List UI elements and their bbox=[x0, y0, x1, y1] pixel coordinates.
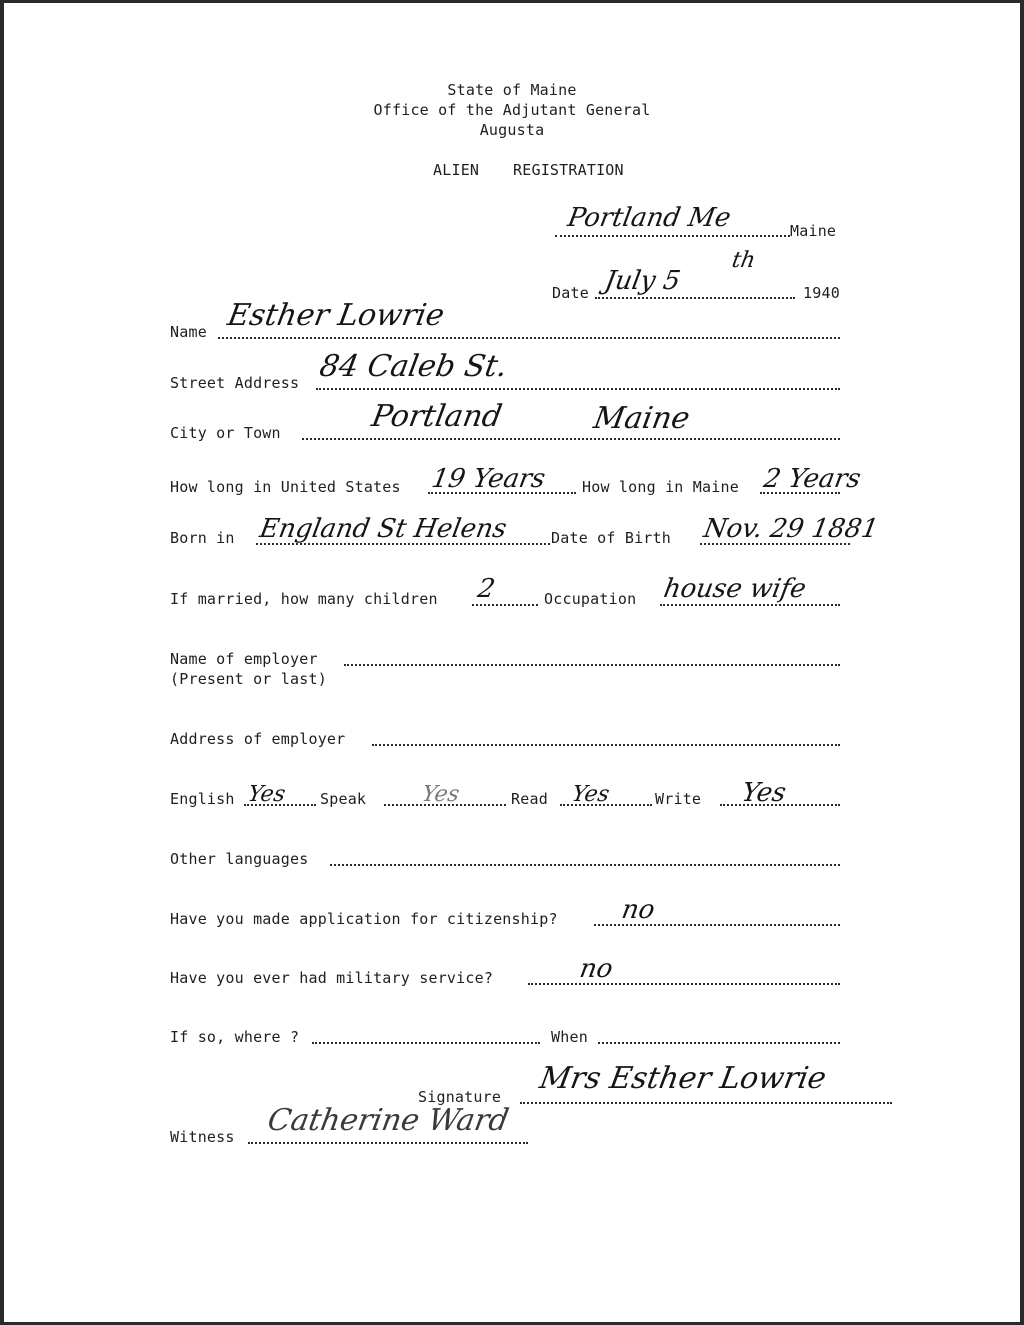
read-value: Yes bbox=[569, 782, 612, 807]
dob-label: Date of Birth bbox=[551, 529, 671, 547]
name-value: Esther Lowrie bbox=[225, 298, 447, 333]
english-label: English bbox=[170, 790, 235, 808]
military-label: Have you ever had military service? bbox=[170, 969, 494, 987]
how-long-me-value: 2 Years bbox=[761, 464, 864, 494]
dob-value: Nov. 29 1881 bbox=[701, 514, 881, 544]
where-dotted-line bbox=[312, 1042, 540, 1044]
born-in-value: England St Helens bbox=[257, 514, 509, 544]
name-dotted-line bbox=[218, 337, 840, 339]
witness-label: Witness bbox=[170, 1128, 235, 1146]
citizenship-label: Have you made application for citizenship? bbox=[170, 910, 558, 928]
signature-dotted-line bbox=[520, 1102, 892, 1104]
employer-address-dotted-line bbox=[372, 744, 840, 746]
military-dotted-line bbox=[528, 983, 840, 985]
title-registration: REGISTRATION bbox=[513, 161, 624, 179]
military-value: no bbox=[577, 954, 616, 984]
place-dotted-line bbox=[555, 235, 790, 237]
city-value: Portland bbox=[369, 399, 505, 434]
other-languages-dotted-line bbox=[330, 864, 840, 866]
state-value: Maine bbox=[591, 401, 693, 436]
children-value: 2 bbox=[475, 574, 498, 604]
children-label: If married, how many children bbox=[170, 590, 438, 608]
occupation-value: house wife bbox=[661, 574, 809, 604]
date-dotted-line bbox=[595, 297, 795, 299]
occupation-label: Occupation bbox=[544, 590, 637, 608]
page-border-right bbox=[1020, 0, 1024, 1325]
date-superscript: th bbox=[729, 248, 758, 273]
page-border-left bbox=[0, 0, 4, 1325]
how-long-us-label: How long in United States bbox=[170, 478, 401, 496]
signature-value: Mrs Esther Lowrie bbox=[537, 1061, 829, 1096]
header-city: Augusta bbox=[479, 121, 545, 139]
date-handwritten: July 5 bbox=[602, 266, 683, 296]
signature-label: Signature bbox=[418, 1088, 502, 1106]
occupation-dotted-line bbox=[660, 604, 840, 606]
city-dotted-line bbox=[302, 438, 840, 440]
header-office: Office of the Adjutant General bbox=[373, 101, 651, 119]
write-value: Yes bbox=[739, 778, 789, 808]
speak-value: Yes bbox=[419, 782, 462, 807]
place-maine-suffix: Maine bbox=[790, 222, 837, 240]
employer-address-label: Address of employer bbox=[170, 730, 346, 748]
witness-value: Catherine Ward bbox=[265, 1103, 512, 1138]
when-dotted-line bbox=[598, 1042, 840, 1044]
write-label: Write bbox=[655, 790, 702, 808]
english-value: Yes bbox=[245, 782, 288, 807]
speak-label: Speak bbox=[320, 790, 367, 808]
street-label: Street Address bbox=[170, 374, 300, 392]
place-handwritten: Portland Me bbox=[565, 203, 734, 233]
street-dotted-line bbox=[316, 388, 840, 390]
employer-name-label: Name of employer bbox=[170, 650, 318, 668]
citizenship-value: no bbox=[619, 895, 658, 925]
where-label: If so, where ? bbox=[170, 1028, 300, 1046]
city-label: City or Town bbox=[170, 424, 281, 442]
how-long-me-label: How long in Maine bbox=[582, 478, 739, 496]
header-state: State of Maine bbox=[447, 81, 577, 99]
name-label: Name bbox=[170, 323, 207, 341]
how-long-us-value: 19 Years bbox=[429, 464, 548, 494]
other-languages-label: Other languages bbox=[170, 850, 309, 868]
read-label: Read bbox=[511, 790, 548, 808]
date-year: 1940 bbox=[803, 284, 840, 302]
street-value: 84 Caleb St. bbox=[317, 349, 510, 384]
title-alien: ALIEN bbox=[433, 161, 480, 179]
when-label: When bbox=[551, 1028, 588, 1046]
date-label: Date bbox=[552, 284, 589, 302]
witness-dotted-line bbox=[248, 1142, 528, 1144]
children-dotted-line bbox=[472, 604, 538, 606]
born-in-label: Born in bbox=[170, 529, 235, 547]
employer-name-dotted-line bbox=[344, 664, 840, 666]
page-border-top bbox=[0, 0, 1024, 3]
employer-name-sublabel: (Present or last) bbox=[170, 670, 327, 688]
